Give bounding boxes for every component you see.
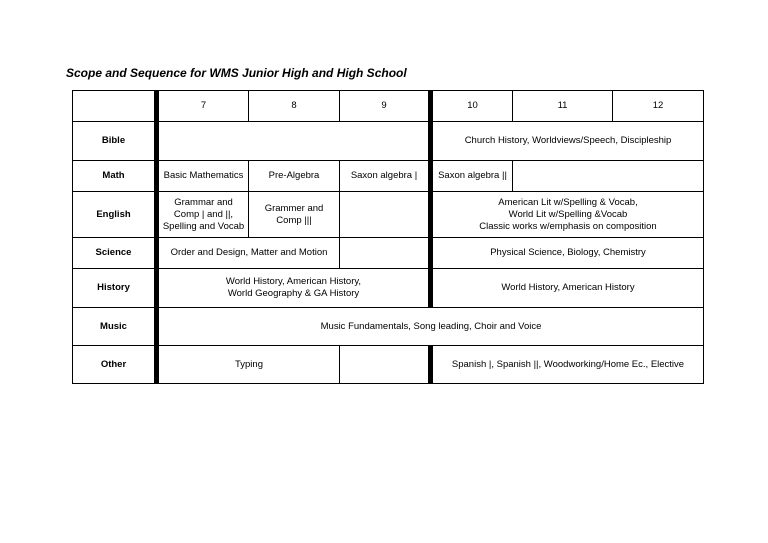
- science-row: [73, 238, 704, 269]
- bible-label: Bible: [73, 122, 157, 161]
- english-grade-7: [157, 192, 249, 238]
- history-jh-cell: [157, 269, 431, 308]
- history-jh-line: World Geography & GA History: [227, 288, 360, 299]
- english-hs-line: American Lit w/Spelling & Vocab,: [498, 196, 638, 208]
- math-grade-11-12: [513, 161, 704, 192]
- science-hs-cell: Physical Science, Biology, Chemistry: [431, 238, 704, 269]
- science-grade-9: [340, 238, 431, 269]
- english-grade-9: [340, 192, 431, 238]
- english-row: [73, 192, 704, 238]
- music-label: Music: [73, 308, 157, 346]
- math-grade-9: Saxon algebra |: [340, 161, 431, 192]
- english-grade-8: [249, 192, 340, 238]
- bible-hs-cell: Church History, Worldviews/Speech, Discipleship: [431, 122, 704, 161]
- corner-cell: [73, 91, 157, 122]
- english-g8-line: Grammer and: [264, 202, 324, 214]
- grade-9-header: 9: [340, 91, 431, 122]
- english-g7-line: Grammar and: [174, 196, 233, 208]
- grade-8-header: 8: [249, 91, 340, 122]
- bible-row: [73, 122, 704, 161]
- english-g7-line: Spelling and Vocab: [162, 220, 245, 232]
- math-grade-10: Saxon algebra ||: [431, 161, 513, 192]
- music-row: [73, 308, 704, 346]
- math-label: Math: [73, 161, 157, 192]
- document-title: Scope and Sequence for WMS Junior High and High School: [66, 66, 407, 80]
- english-g8-line: Comp |||: [276, 214, 312, 226]
- grade-10-header: 10: [431, 91, 513, 122]
- grade-7-header: 7: [157, 91, 249, 122]
- history-hs-cell: World History, American History: [431, 269, 704, 308]
- english-hs-cell: [431, 192, 704, 238]
- other-grade-9: [340, 346, 431, 384]
- other-hs-cell: Spanish |, Spanish ||, Woodworking/Home Ec., Elective: [431, 346, 704, 384]
- science-jh-cell: Order and Design, Matter and Motion: [157, 238, 340, 269]
- other-jh-cell: Typing: [157, 346, 340, 384]
- bible-jh-cell: [157, 122, 431, 161]
- history-jh-line: World History, American History,: [225, 276, 362, 287]
- science-label: Science: [73, 238, 157, 269]
- english-hs-line: World Lit w/Spelling &Vocab: [508, 208, 628, 220]
- math-grade-7: Basic Mathematics: [157, 161, 249, 192]
- english-g7-line: Comp | and ||,: [173, 208, 234, 220]
- other-row: [73, 346, 704, 384]
- english-hs-line: Classic works w/emphasis on composition: [479, 220, 657, 232]
- music-all-cell: Music Fundamentals, Song leading, Choir and Voice: [157, 308, 704, 346]
- grade-11-header: 11: [513, 91, 613, 122]
- grade-header-row: [73, 91, 704, 122]
- history-label: History: [73, 269, 157, 308]
- english-label: English: [73, 192, 157, 238]
- math-row: [73, 161, 704, 192]
- other-label: Other: [73, 346, 157, 384]
- scope-sequence-table: [72, 90, 704, 384]
- grade-12-header: 12: [613, 91, 704, 122]
- math-grade-8: Pre-Algebra: [249, 161, 340, 192]
- history-row: [73, 269, 704, 308]
